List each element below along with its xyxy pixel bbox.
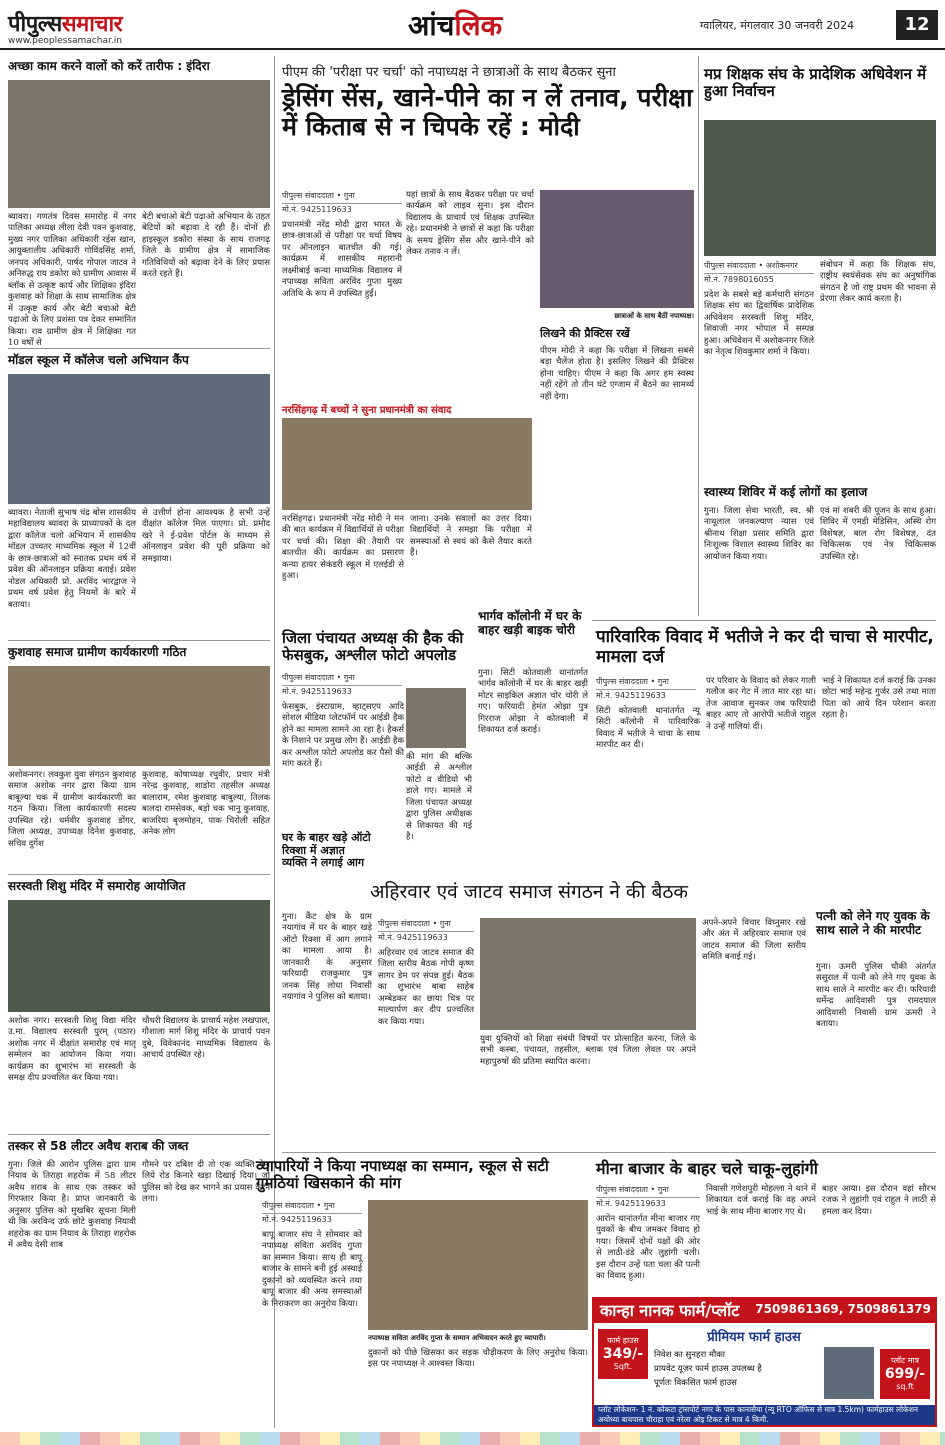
ad-price-right-value: 699/- <box>884 1366 926 1382</box>
teacher-body: प्रदेश के सबसे बड़े कर्मचारी संगठन शिक्षक संघ का द्विवार्षिक प्रादेशिक अधिवेशन सरस्वती शिशु मंदिर, शिवाजी नगर भोपाल में सम्पन्न हुआ। अधिवेशन में अशोकनगर जिले का नेतृत्व शिवकुमार शर्मा ने किया। <box>704 290 814 358</box>
ad-footer: प्लॉट लोकेशन- 1 नं. कोकटा ट्रांसपोर्ट नगर के पास कानासैया (न्यू RTO ऑफिस से मात्र 1.5km) फार्महाउस लोकेशन अयोध्या बायपास चौराहा एवं नरेला ओइ टिकट से मात्र 4 किमी. <box>594 1405 935 1425</box>
ahirwar-body-3: अपने-अपने विचार विघ्नुमार रखे और अंत में अहिरवार समाज एवं जाटव समाज की जिला स्तरीय समिति बनाई गई। <box>702 918 806 963</box>
col2-a2-body: से उत्तीर्ण होना आवश्यक है सभी उन्हें दीक्षांत कॉलेज मिल पाएगा। प्रो. प्रमोद खरे ने ई-प्रवेश पोर्टल के माध्यम से ऑनलाइन प्रवेश की पूरी प्रक्रिया को समझाया। <box>142 508 270 564</box>
lead-body-1: प्रधानमंत्री नरेंद्र मोदी द्वारा भारत के छात्र-छात्राओं से परीक्षा पर चर्चा विषय पर ऑनलाइन बातचीत की गई। कार्यक्रम में शासकीय महारानी लक्ष्मीबाई कन्या माध्यमिक विद्यालय में नपाध्यक्ष सविता अरविंद गुप्ता मुख्य अतिथि के रूप में उपस्थित हुईं। <box>282 220 402 299</box>
meena-body-3: बाहर आया। इस दौरान वहां सौरभ रजक ने लुहांगी एवं राहुल ने लाठी से हमला कर दिया। <box>822 1184 936 1217</box>
lead-mobile: मो.नं. 9425119633 <box>282 205 352 214</box>
lead-sub1-headline: लिखने की प्रैक्टिस रखें <box>540 327 630 340</box>
health-headline[interactable]: स्वास्थ्य शिविर में कई लोगों का इलाज <box>704 485 868 499</box>
section-title-b: लिक <box>454 9 503 42</box>
site-url[interactable]: www.peoplessamachar.in <box>8 36 122 46</box>
divider <box>282 1152 936 1153</box>
section-title <box>408 6 502 44</box>
col2-a3-body: कुशवाह, कोषाध्यक्ष रघुवीर, प्रचार मंत्री नरेन्द्र कुशवाह, शाडोरा तहसील अध्यक्ष बालाराम, रमेश कुशवाह बाबुल्या, तिलक बालदा रामसेवक, बड़ो चक भानु कुशवाह, बाजरिया बृजमोहन, पाक चिरोली सहित अनेक लोग <box>142 770 270 838</box>
ahirwar-mobile: मो.नं. 9425119633 <box>378 933 448 942</box>
ahirwar-headline[interactable]: अहिरवार एवं जाटव समाज संगठन ने की बैठक <box>370 881 688 903</box>
col1-a4-body: अशोक नगर। सरस्वती शिशु विद्या मंदिर उ.मा. विद्यालय सरस्वती पुरम् (पठार) अशोक नगर में दीक्षांत समारोह एवं मातृ सम्मेलन का आयोजन किया गया। कार्यक्रम का शुभारंभ मां सरस्वती के समक्ष दीप प्रज्वलित कर किया गया। <box>8 1016 136 1084</box>
ad-phone[interactable]: 7509861369, 7509861379 <box>755 1302 931 1316</box>
column-rule <box>698 56 699 616</box>
meena-body-2: निवासी गणेशपुरी मोहल्ला ने थाने में शिकायत दर्ज कराई कि वह अपने भाई के साथ मीना बाजार गए थे। <box>706 1184 816 1217</box>
fire-body: गुना। कैंट क्षेत्र के ग्राम नयागांव में घर के बाहर खड़े ऑटो रिक्शा में आग लगाने का मामला आया है। जानकारी के अनुसार फरियादी राजकुमार पुत्र जनक सिंह लोधा निवासी नयागांव ने पुलिस को बताया। <box>282 912 372 1003</box>
logo-left: पीपुल्स <box>8 12 62 37</box>
hack-mobile: मो.नं. 9425119633 <box>282 687 352 696</box>
masthead <box>0 0 945 50</box>
lead-kicker: पीएम की 'परीक्षा पर चर्चा' को नपाध्यक्ष ने छात्राओं के साथ बैठकर सुना <box>282 65 616 80</box>
traders-headline[interactable]: व्यापारियों ने किया नपाध्यक्ष का सम्मान, स्कूल से सटी गुमठियां खिसकाने की मांग <box>256 1157 549 1193</box>
fire-headline[interactable]: घर के बाहर खड़े ऑटो रिक्शा में अज्ञात व्यक्ति ने लगाई आग <box>282 831 371 870</box>
teacher-photo <box>704 120 936 256</box>
traders-photo-caption: नपाध्यक्ष सविता अरविंद गुप्ता के सम्मान अभिवादन करते हुए व्यापारी। <box>368 1334 546 1342</box>
ad-price-right-label: प्लॉट मात्र <box>891 1356 919 1365</box>
col2-a4-body: चौधरी विद्यालय के प्राचार्य महेश लखपाल, गौशाला मार्ग शिशु मंदिर के प्राचार्य पवन दुबे, विवेकानंद माध्यमिक विद्यालय के आचार्य उपस्थित रहे। <box>142 1016 270 1061</box>
color-registration-strip <box>0 1432 945 1445</box>
bike-body: गुना। सिटी कोतवाली थानांतर्गत भार्गव कॉलोनी में घर के बाहर खड़ी मोटर साइकिल अज्ञात चोर चोरी ले गए। फरियादी हेमंत ओझा पुत्र गिरराज ओझा ने कोतवाली में शिकायत दर्ज कराई। <box>478 668 588 736</box>
hack-photo <box>406 688 466 748</box>
col1-a3-headline: कुशवाह समाज ग्रामीण कार्यकारणी गठित <box>8 645 187 659</box>
ahirwar-body: अहिरवार एवं जाटव समाज की जिला स्तरीय बैठक गोपी कृष्ण सागर डेम पर संपन्न हुई। बैठक का शुभारंभ बाबा साहेब अम्बेडकर का छाया चित्र पर माल्यार्पण कर दीप प्रज्वलित कर किया गया। <box>378 948 474 1027</box>
hack-byline: पीपुल्स संवाददाता • गुना <box>282 672 402 686</box>
ahirwar-byline: पीपुल्स संवाददाता • गुना <box>378 918 474 932</box>
lead-sub2-headline: नरसिंहगढ़ में बच्चों ने सुना प्रधानमंत्री का संवाद <box>282 405 452 416</box>
lead-photo <box>540 190 694 308</box>
page-number: 12 <box>896 10 938 40</box>
col1-a3-body: अशोकनगर। लवकुश युवा संगठन कुशवाह समाज अशोक नगर द्वारा किया ग्राम बाबूल्या चक में ग्रामीण कार्यकारणी का गठन किया। जिला कार्यकारणी सदस्य उपस्थित रहे। धर्मवीर कुशवाह डोंगर, जिला अध्यक्ष, उपाध्यक्ष दिनेश कुशवाह, सचिव दुर्गेश <box>8 770 136 849</box>
family-byline: पीपुल्स संवाददाता • गुना <box>596 676 696 690</box>
traders-body-2: दुकानों को पीछे खिसका कर सड़क चौड़ीकरण के लिए अनुरोध किया। इस पर नपाध्यक्ष ने आश्वस्त किया। <box>368 1348 588 1370</box>
lead-sub2-cont: जाना। उनके सवालों का उत्तर दिया। विद्यार्थियों ने समझा कि परीक्षा में समस्याओं से स्वयं को कैसे तैयार करते हैं। <box>410 514 532 559</box>
divider <box>8 874 270 875</box>
col2-a5-body: गौमने पर दबिश दी तो एक व्यक्ति केन लिये रोड किनारे खड़ा दिखाई दिया। जो पुलिस को देख कर भागने का प्रयास करने लगा। <box>142 1160 270 1205</box>
family-body: पर परिवार के विवाद को लेकर गाली गलौज कर गेट में लात मार रहा था। तेज आवाज सुनकर जब फरियादी बाहर आए तो आरोपी भतीजे राहुल ने उन्हें गालियां दीं। <box>706 676 816 732</box>
newspaper-logo[interactable] <box>8 8 122 38</box>
ad-price-left-unit: Sqft. <box>613 1362 633 1371</box>
divider <box>8 1134 270 1135</box>
lead-headline[interactable]: ड्रेसिंग सेंस, खाने-पीने का न लें तनाव, परीक्षा में किताब से न चिपके रहें : मोदी <box>282 83 693 141</box>
lead-photo-caption: छात्राओं के साथ बैठीं नपाध्यक्ष। <box>614 312 694 320</box>
col1-a5-body: गुना। जिले की आरोन पुलिस द्वारा ग्राम नियाव के तिराहा शहरोक में 58 लीटर अवैध शराब के साथ एक तस्कर को गिरफ्तार किया है। प्राप्त जानकारी के अनुसार पुलिस को मुखबिर सूचना मिली थी कि अरविन्द उर्फ छोटे कुशवाह नियावी शहरोक का ग्राम नियाव के तिराहा शहरोक में अवैध देसी शाब <box>8 1160 136 1251</box>
traders-body: बापू बाजार संघ ने सोमवार को नपाध्यक्ष सविता अरविंद गुप्ता का सम्मान किया। साथ ही बापू बाजार के सामने बनी हुई अस्थाई दुकानों को व्यवस्थित करने तथा बापू बाजार की अन्य समस्याओं के निराकरण का अनुरोध किया। <box>262 1230 362 1309</box>
col1-a4-photo <box>8 900 270 1012</box>
teacher-mobile: मो.नं. 7898016055 <box>704 275 774 284</box>
lead-sub1-body: पीएम मोदी ने कहा कि परीक्षा में लिखना सबसे बड़ा चैलेंज होता है। इसलिए लिखने की प्रैक्टिस होना चाहिए। पीएम ने कहा कि अगर हम स्वस्थ नहीं रहेंगे तो तीन घंटे एग्जाम में बैठने का सामर्थ्य नहीं देगा। <box>540 346 694 402</box>
col1-a2-headline: मॉडल स्कूल में कॉलेज चलो अभियान कैंप <box>8 353 189 367</box>
family-headline[interactable]: पारिवारिक विवाद में भतीजे ने कर दी चाचा से मारपीट, मामला दर्ज <box>596 627 934 667</box>
col1-a1-headline: अच्छा काम करने वालों को करें तारीफ : इंदिरा <box>8 59 210 73</box>
divider <box>592 620 936 621</box>
ad-item-3: पूर्णतः विकसित फार्म हाउस <box>654 1378 737 1388</box>
family-mobile: मो.नं. 9425119633 <box>596 691 666 700</box>
ahirwar-body-2: युवा युक्तियों को शिक्षा संबंधी विषयों पर प्रोत्साहित करना, जिले के सभी कस्बा, पंचायत, तहसील, ब्लाक एवं जिला लेवल पर अपने महापुरुषों की प्रतिमा स्थापित करना। <box>480 1034 696 1067</box>
col1-a2-photo <box>8 374 270 504</box>
ad-farmhouse-photo <box>824 1347 874 1399</box>
advertisement[interactable] <box>592 1297 937 1427</box>
col2-a1-body: बेटी बचाओ बेटी पढ़ाओ अभियान के तहत बेटियों को बढ़ावा दे रही हैं। दोनों ही हाइस्कूल डकोरा संस्था के साथ राजगढ़ जिले के ग्रामीण क्षेत्र में सामाजिक गतिविधियों को बढ़ावा देने के लिए प्रयास करते रहते हैं। <box>142 212 270 280</box>
teacher-body-2: संबोधन में कहा कि शिक्षक संघ, राष्ट्रीय स्वयंसेवक संघ का अनुषांगिक संगठन है जो राष्ट्र प्रथम की भावना से प्रेरणा लेकर कार्य करता है। <box>820 260 936 305</box>
meena-headline[interactable]: मीना बाजार के बाहर चले चाकू-लुहांगी <box>596 1159 818 1178</box>
ahirwar-photo <box>480 918 696 1030</box>
col1-a5-headline: तस्कर से 58 लीटर अवैध शराब की जब्त <box>8 1139 189 1153</box>
traders-byline: पीपुल्स संवाददाता • गुना <box>262 1200 362 1214</box>
lead-sub2-body: नरसिंहगढ़। प्रधानमंत्री नरेंद्र मोदी ने मन की बात कार्यक्रम में विद्यार्थियों से परीक्षा पर चर्चा की। शिक्षा की तैयारी पर बातचीत की। कार्यक्रम का प्रसारण कन्या हायर सेकंडरी स्कूल में एलईडी से हुआ। <box>282 514 404 582</box>
col1-a1-photo <box>8 80 270 208</box>
section-title-a: आंच <box>408 9 455 42</box>
teacher-headline[interactable]: मप्र शिक्षक संघ के प्रादेशिक अधिवेशन में हुआ निर्वाचन <box>704 65 927 101</box>
lead-sub2-photo <box>282 418 532 510</box>
divider <box>8 348 270 349</box>
ad-price-left <box>598 1329 648 1379</box>
ad-price-right-unit: sq.ft <box>896 1382 914 1391</box>
divider <box>8 640 270 641</box>
meena-body: आरोन थानांतर्गत मीना बाजार गए युवकों के बीच जमकर विवाद हो गया। जिसमें दोनों पक्षों की ओर से लाठी-डंडे और लुहांगी चली। इस दौरान उन्हें पता चला की पत्नी का विवाद हुआ। <box>596 1214 700 1282</box>
ad-price-left-label: फार्म हाउस <box>607 1336 639 1345</box>
teacher-byline: पीपुल्स संवाददाता • अशोकनगर <box>704 260 814 274</box>
col1-a4-headline: सरस्वती शिशु मंदिर में समारोह आयोजित <box>8 879 186 893</box>
hack-body: फेसबुक, इंस्टाग्राम, व्हाट्सएप आदि सोशल मीडिया प्लेटफॉर्म पर आईडी हैक होने का मामला सामने आ रहा है। हैकर्स के निशाने पर प्रमुख लोग हैं। आईडी हैक कर अश्लील फोटो अपलोड कर पैसों की मांग करते हैं। <box>282 702 404 770</box>
wife-headline[interactable]: पत्नी को लेने गए युवक के साथ साले ने की मारपीट <box>816 909 930 937</box>
meena-byline: पीपुल्स संवाददाता • गुना <box>596 1184 700 1198</box>
lead-body-2: यहां छात्रों के साथ बैठकर परीक्षा पर चर्चा कार्यक्रम को लाइव सुना। इस दौरान विद्यालय के प्राचार्य एवं शिक्षक उपस्थित रहे। प्रधानमंत्री ने छात्रों से कहा कि परीक्षा के समय ड्रेसिंग सेंस और खाने-पीने को लेकर तनाव न लें। <box>406 190 534 258</box>
ad-item-1: निवेश का सुनहरा मौका <box>654 1350 725 1360</box>
dateline: ग्वालियर, मंगलवार 30 जनवरी 2024 <box>700 19 855 32</box>
hack-headline[interactable]: जिला पंचायत अध्यक्ष की हैक की फेसबुक, अश्लील फोटो अपलोड <box>282 629 464 665</box>
family-body-3: भाई ने शिकायत दर्ज कराई कि उनका छोटा भाई महेन्द्र गुर्जर उसे तथा माता पिता को आये दिन परेशान करता रहता है। <box>822 676 936 721</box>
hack-body-2: की मांग की बल्कि आईडी से अश्लील फोटो व वीडियो भी डाले गए। मामले में जिला पंचायत अध्यक्ष द्वारा पुलिस अधीक्षक से शिकायत की गई है। <box>406 752 472 843</box>
ad-subtitle: प्रीमियम फार्म हाउस <box>707 1330 801 1345</box>
ad-title: कान्हा नानक फार्म/प्लॉट <box>594 1299 935 1323</box>
col1-a3-photo <box>8 666 270 766</box>
bike-headline[interactable]: भार्गव कॉलोनी में घर के बाहर खड़ी बाइक चोरी <box>478 609 582 637</box>
ad-item-2: प्रायवेट यूज़र फार्म हाउस उपलब्ध है <box>654 1364 762 1374</box>
traders-photo <box>368 1200 588 1330</box>
col1-a2-body: ब्यावरा। नेताजी सुभाष चंद्र बोस शासकीय महाविद्यालय ब्यावरा के प्राध्यापकों के दल द्वारा कॉलेज चलो अभियान में शासकीय मॉडल उच्चतर माध्यमिक स्कूल में 12वीं के छात्र-छात्राओं को स्नातक प्रथम वर्ष में प्रवेश की ऑनलाइन प्रक्रिया बताई। प्रवेश नोडल अधिकारी प्रो. अरविंद भारद्वाज ने प्रथम वर्ष प्रवेश हेतु नियमों के बारे में बताया। <box>8 508 136 610</box>
ad-price-left-value: 349/- <box>602 1346 644 1362</box>
col1-a1-body: ब्यावरा। गणतंत्र दिवस समारोह में नगर पालिका अध्यक्ष लीला देवी पवन कुशवाह, मुख्य नगर पालिका अधिकारी रईस खान, आयुक्तालीय अधिकारी गोविंदसिंह शर्मा, जनपद अधिकारी, पार्षद गोपाल जाटव ने अनिरुद्ध राय डकोरा को ग्रामीण आवास में ब्लॉक से उत्कृष्ट कार्य और शिक्षिका इंदिरा कुशवाह को शिक्षा के साथ सामाजिक क्षेत्र में उत्कृष्ट कार्य और बेटी बचाओ बेटी पढ़ाओ के लिए प्रशंसा पत्र देकर सम्मानित किया। राव ग्रामीण क्षेत्र में शिक्षिका गत 10 वर्षों से <box>8 212 136 349</box>
meena-mobile: मो.नं. 9425119633 <box>596 1199 666 1208</box>
lead-byline: पीपुल्स संवाददाता • गुना <box>282 190 402 204</box>
family-body-2: सिटी कोतवाली थानांतर्गत न्यू सिटी कॉलोनी में पारिवारिक विवाद में भतीजे ने चाचा के साथ मारपीट कर दी। <box>596 706 700 751</box>
wife-body: गुना। ऊमरी पुलिस चौकी अंतर्गत ससुराल में पत्नी को लेने गए युवक के साथ साले ने मारपीट कर दी। फरियादी धर्मेन्द्र आदिवासी पुत्र रामदयाल आदिवासी निवासी ग्राम ऊमरी ने बताया। <box>816 962 936 1030</box>
logo-right: समाचार <box>61 12 123 37</box>
ad-price-right <box>880 1349 930 1399</box>
health-body-2: एवं मां शबरी की पूजन के साथ हुआ। शिविर में एमडी मेडिसिन, अस्थि रोग विशेषज्ञ, बाल रोग विशेषज्ञ, दंत चिकित्सक एवं नेत्र चिकित्सक उपस्थित रहे। <box>820 506 936 562</box>
traders-mobile: मो.नं. 9425119633 <box>262 1215 332 1224</box>
health-body: गुना। जिला सेवा भारती, स्व. श्री नाथूलाल जनकल्याण न्यास एवं श्रीनाथ शिक्षा प्रसार समिति द्वारा निःशुल्क विशाल स्वास्थ्य शिविर का आयोजन किया गया। <box>704 506 814 562</box>
